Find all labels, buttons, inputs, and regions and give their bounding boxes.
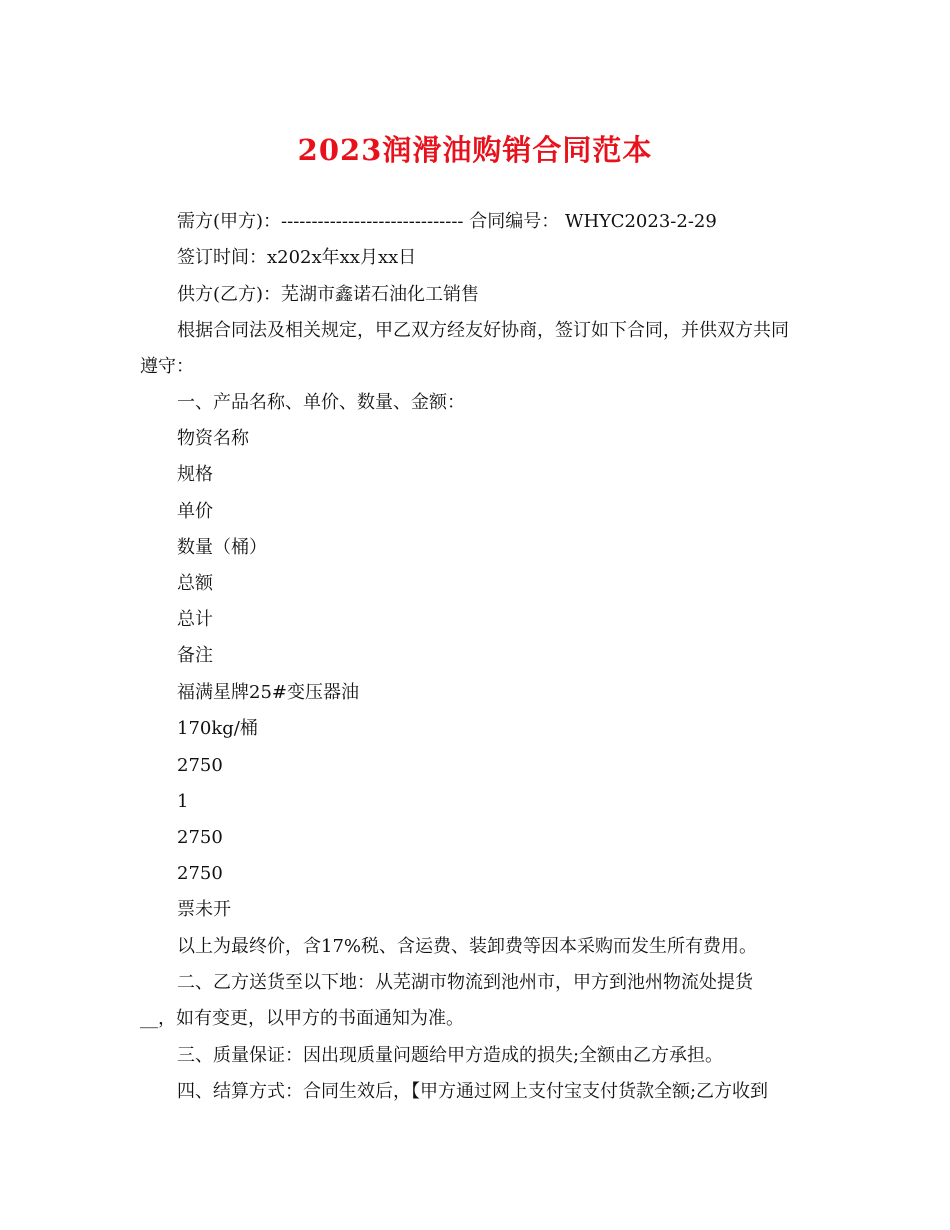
table-header-item-name: 物资名称 — [177, 428, 249, 449]
section-4: 四、结算方式：合同生效后，【甲方通过网上支付宝支付货款全额;乙方收到 — [177, 1081, 769, 1102]
table-header-remarks: 备注 — [177, 645, 213, 666]
table-value-total: 2750 — [177, 863, 223, 884]
table-header-total: 总计 — [177, 609, 213, 630]
table-value-remarks: 票未开 — [177, 899, 231, 920]
price-note: 以上为最终价，含17%税、含运费、装卸费等因本采购而发生所有费用。 — [177, 936, 758, 957]
table-value-amount: 2750 — [177, 827, 223, 848]
table-header-unit-price: 单价 — [177, 501, 213, 522]
table-value-quantity: 1 — [177, 791, 189, 812]
section-3: 三、质量保证：因出现质量问题给甲方造成的损失;全额由乙方承担。 — [177, 1045, 724, 1066]
supplier-line: 供方(乙方)：芜湖市鑫诺石油化工销售 — [177, 284, 480, 305]
table-value-item-name: 福满星牌25#变压器油 — [177, 682, 359, 703]
table-header-amount: 总额 — [177, 573, 213, 594]
section-2-line-1: 二、乙方送货至以下地：从芜湖市物流到池州市，甲方到池州物流处提货 — [177, 972, 753, 993]
section-1-heading: 一、产品名称、单价、数量、金额： — [177, 392, 465, 413]
table-header-quantity: 数量（桶） — [177, 537, 267, 558]
table-header-spec: 规格 — [177, 464, 213, 485]
intro-paragraph-line-1: 根据合同法及相关规定，甲乙双方经友好协商，签订如下合同，并供双方共同 — [177, 320, 789, 341]
section-2-line-2: __，如有变更，以甲方的书面通知为准。 — [140, 1008, 464, 1029]
table-value-spec: 170kg/桶 — [177, 718, 258, 739]
sign-time-line: 签订时间：x202x年xx月xx日 — [177, 247, 417, 268]
table-value-unit-price: 2750 — [177, 755, 223, 776]
document-title: 2023润滑油购销合同范本 — [297, 133, 653, 167]
buyer-contract-number-line: 需方(甲方)：------------------------------ 合同编号： WHYC2023-2-29 — [177, 211, 717, 232]
intro-paragraph-line-2: 遵守： — [140, 356, 194, 377]
